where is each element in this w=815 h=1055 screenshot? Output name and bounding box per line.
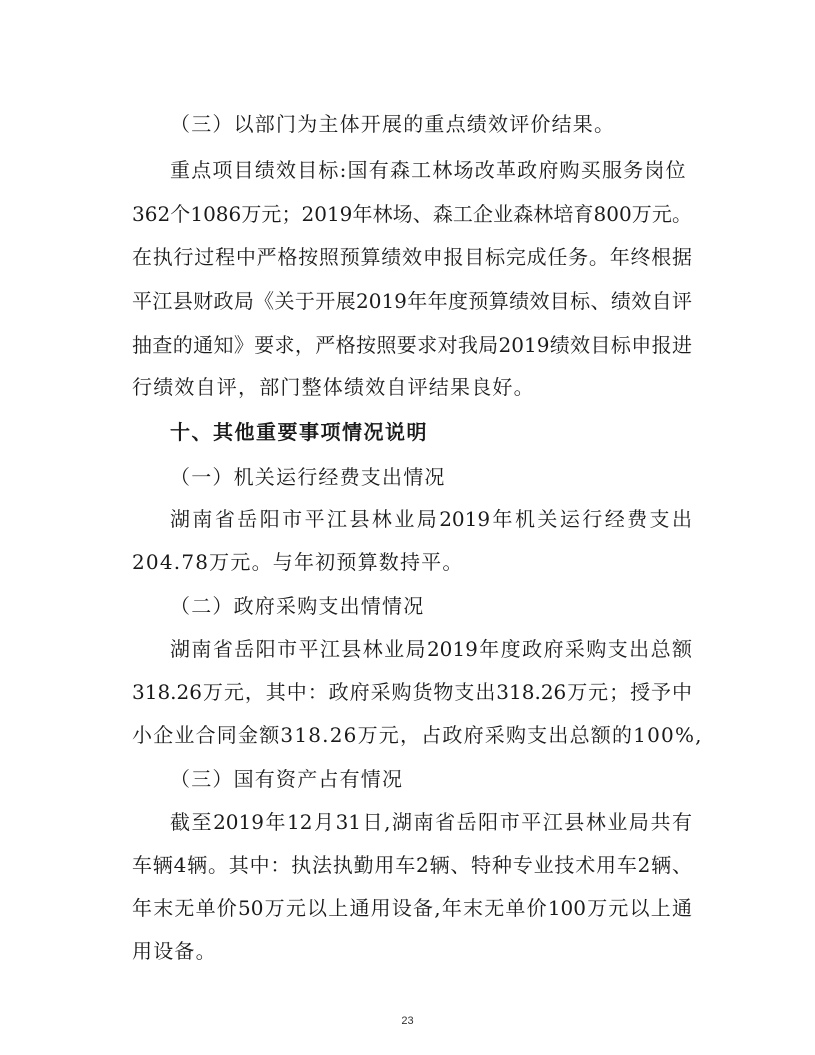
paragraph-line: 年末无单价50万元以上通用设备,年末无单价100万元以上通 — [132, 896, 692, 920]
chapter-heading-other-matters: 十、其他重要事项情况说明 — [170, 420, 428, 444]
paragraph-line: 截至2019年12月31日,湖南省岳阳市平江县林业局共有 — [170, 810, 692, 834]
section-heading-performance-results: （三）以部门为主体开展的重点绩效评价结果。 — [170, 112, 616, 136]
page-number: 23 — [401, 1015, 414, 1027]
paragraph-line: 车辆4辆。其中：执法执勤用车2辆、特种专业技术用车2辆、 — [132, 853, 692, 877]
paragraph-line: 行绩效自评，部门整体绩效自评结果良好。 — [132, 375, 535, 399]
paragraph-line: 平江县财政局《关于开展2019年年度预算绩效目标、绩效自评 — [132, 289, 692, 313]
paragraph-line: 重点项目绩效目标:国有森工林场改革政府购买服务岗位 — [170, 158, 687, 182]
paragraph-line: 在执行过程中严格按照预算绩效申报目标完成任务。年终根据 — [132, 245, 692, 269]
subsection-heading-state-assets: （三）国有资产占有情况 — [170, 767, 404, 791]
paragraph-line: 362个1086万元；2019年林场、森工企业森林培育800万元。 — [132, 202, 692, 226]
paragraph-line: 湖南省岳阳市平江县林业局2019年度政府采购支出总额 — [170, 637, 692, 661]
paragraph-line: 湖南省岳阳市平江县林业局2019年机关运行经费支出 — [170, 507, 692, 531]
paragraph-line: 318.26万元，其中：政府采购货物支出318.26万元；授予中 — [132, 680, 692, 704]
subsection-heading-operating-expenses: （一）机关运行经费支出情况 — [170, 465, 446, 489]
paragraph-line: 204.78万元。与年初预算数持平。 — [132, 550, 464, 574]
paragraph-line: 抽查的通知》要求，严格按照要求对我局2019绩效目标申报进 — [132, 333, 692, 357]
paragraph-line: 小企业合同金额318.26万元，占政府采购支出总额的100%, — [132, 723, 703, 747]
paragraph-line: 用设备。 — [132, 939, 217, 963]
subsection-heading-procurement: （二）政府采购支出情情况 — [170, 594, 425, 618]
